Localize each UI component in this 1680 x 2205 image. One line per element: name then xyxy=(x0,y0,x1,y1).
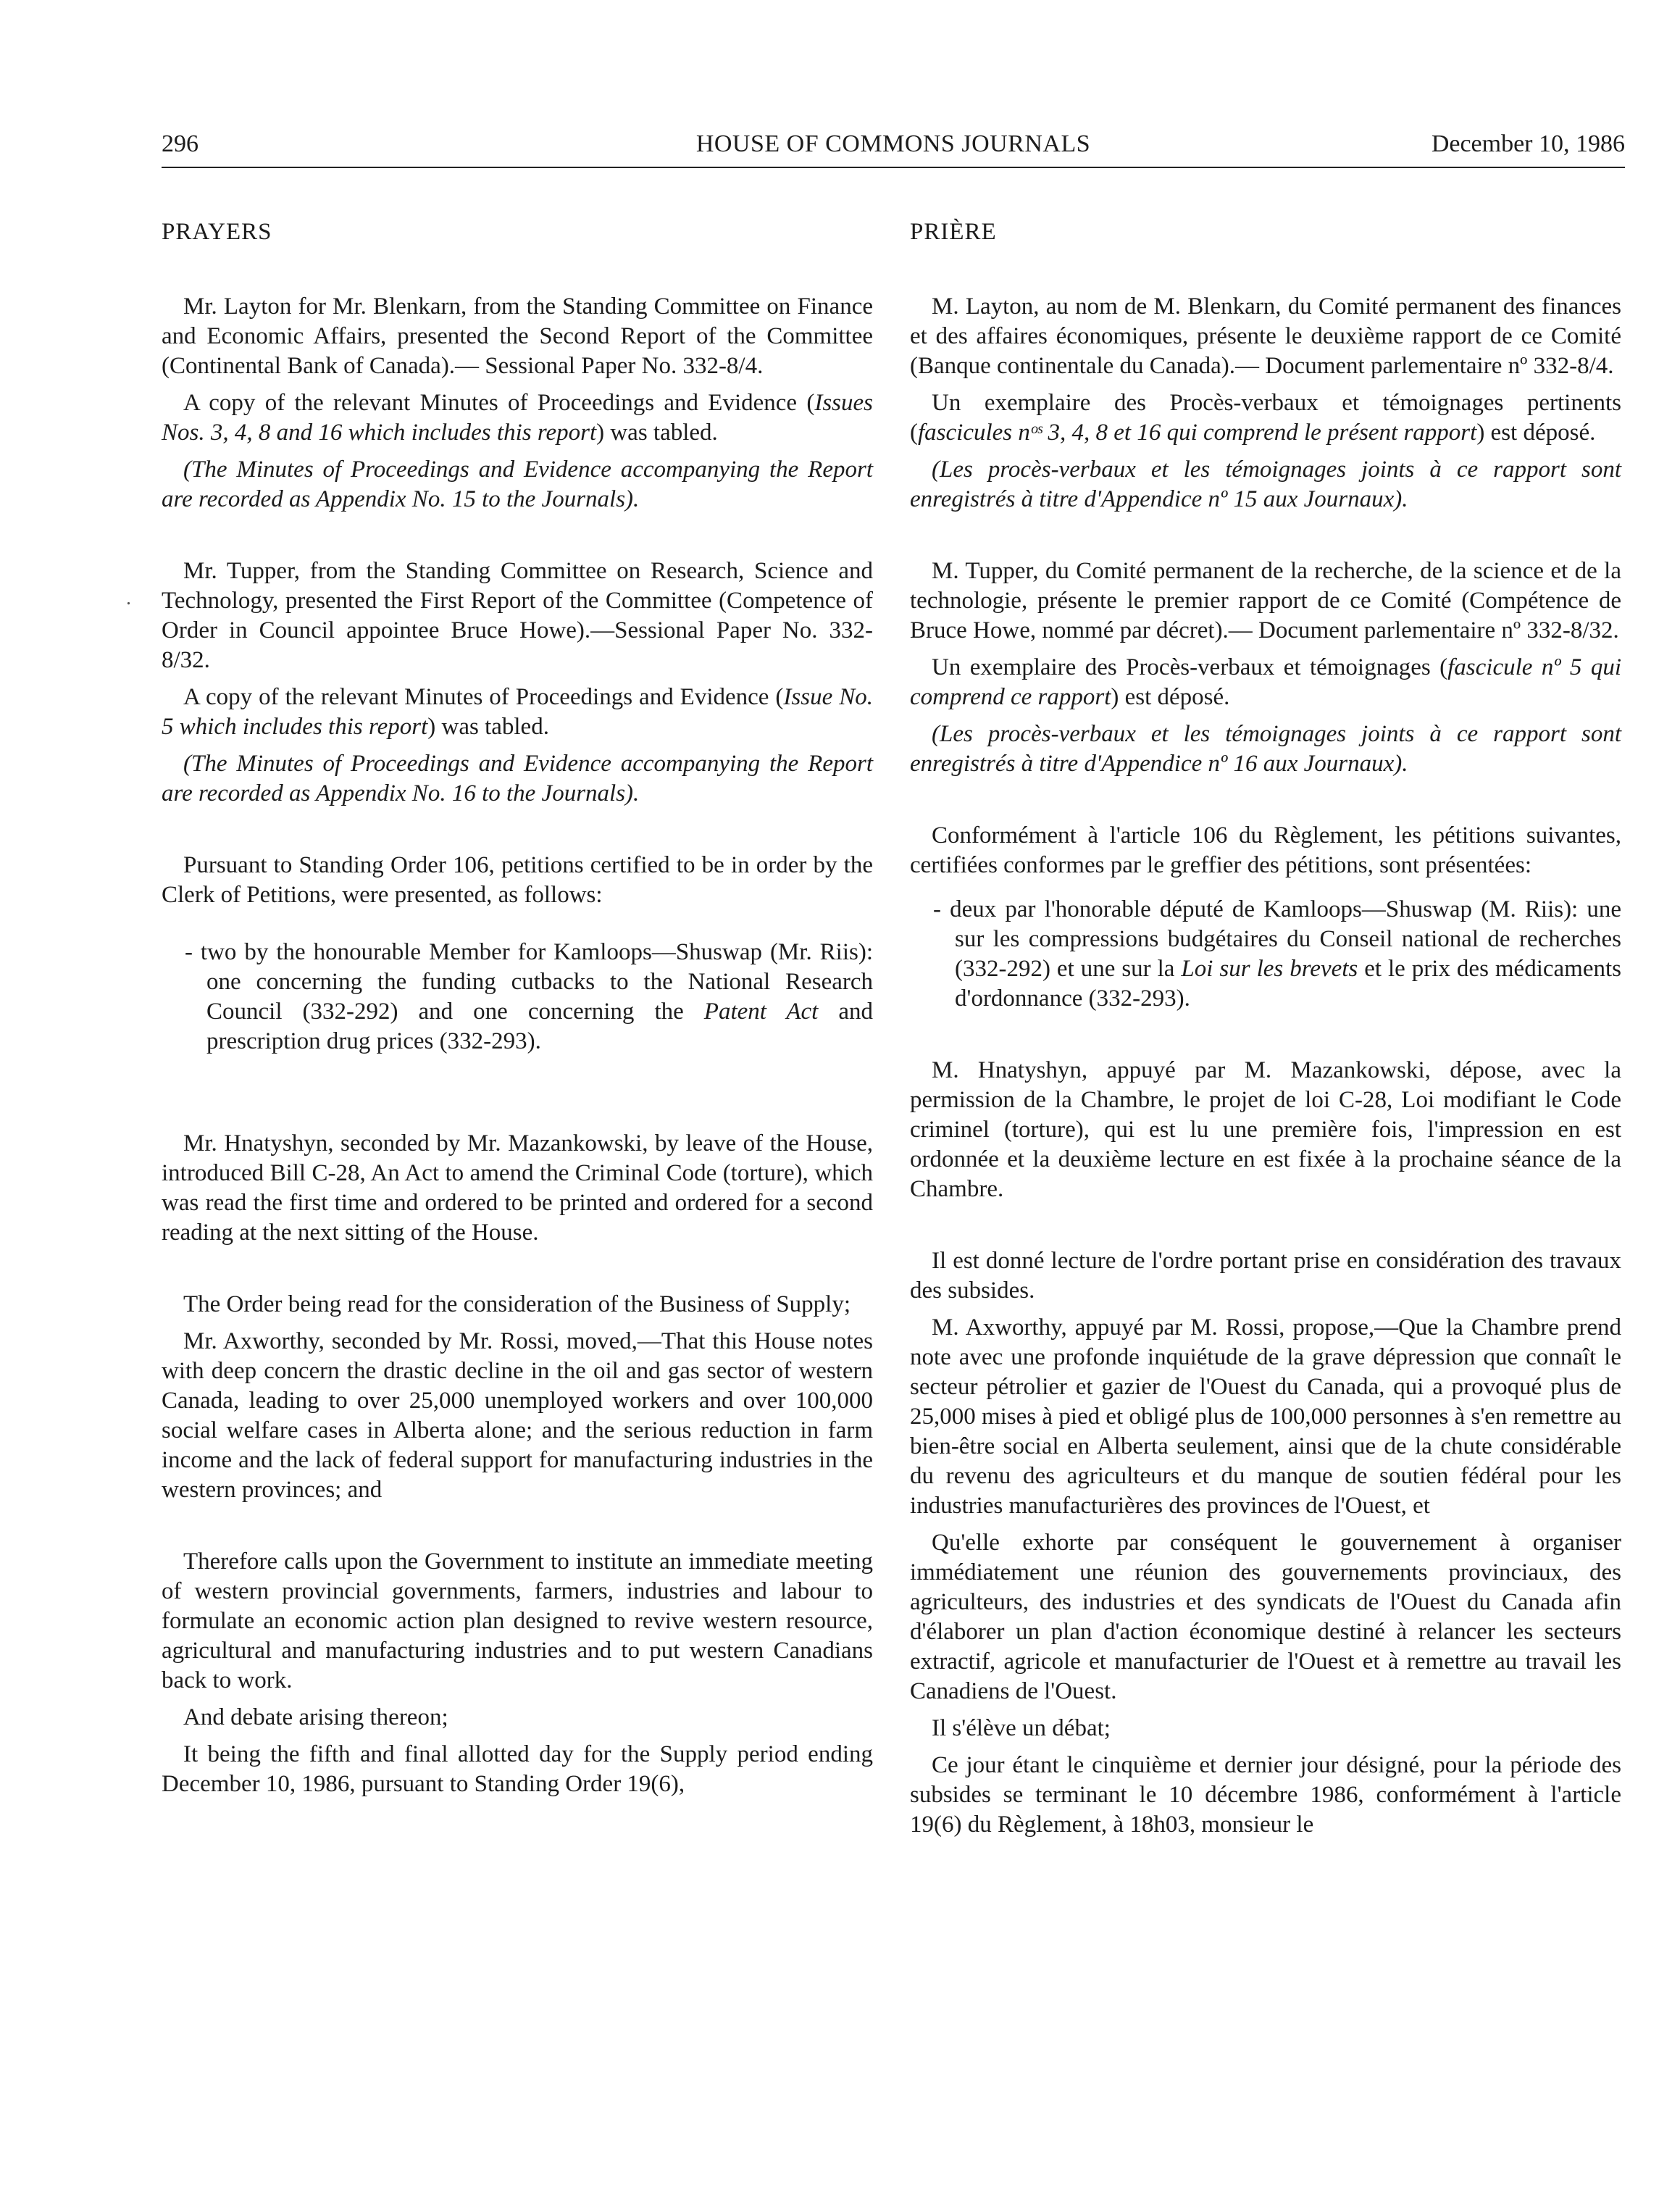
heading-priere: PRIÈRE xyxy=(910,219,997,245)
tupper-exemplaire-depose: Un exemplaire des Procès-verbaux et témoignages (fascicule nº 5 qui comprend ce rapport) est déposé. xyxy=(910,654,1621,710)
tupper-appendix-note: (The Minutes of Proceedings and Evidence accompanying the Report are recorded as Appendix No. 16 to the Journals). xyxy=(162,751,873,806)
page-date: December 10, 1986 xyxy=(1431,130,1625,157)
motion-therefore: Therefore calls upon the Government to institute an immediate meeting of western provincial governments, farmers, industries and labour to formulate an economic action plan designed to revive western resource, agricultural and manufacturing industries and to put western Canadians back to work. xyxy=(162,1548,873,1693)
layton-appendice-note: (Les procès-verbaux et les témoignages joints à ce rapport sont enregistrés à titre d'Appendice nº 15 aux Journaux). xyxy=(910,457,1621,512)
layton-rapport: M. Layton, au nom de M. Blenkarn, du Comité permanent des finances et des affaires économiques, présente le deuxième rapport de ce Comité (Banque continentale du Canada).— Document parlementaire nº 332-8/4. xyxy=(910,293,1621,379)
supply-order: The Order being read for the consideration of the Business of Supply; xyxy=(183,1291,851,1317)
debat: Il s'élève un débat; xyxy=(932,1715,1111,1741)
french-column xyxy=(910,217,1621,1840)
layton-report: Mr. Layton for Mr. Blenkarn, from the Standing Committee on Finance and Economic Affairs, presented the Second Report of the Committee (Continental Bank of Canada).— Sessional Paper No. 332-8/4. xyxy=(162,293,873,379)
tupper-rapport: M. Tupper, du Comité permanent de la recherche, de la science et de la technologie, présente le premier rapport de ce Comité (Compétence de Bruce Howe, nommé par décret).— Document parlementaire nº 332-8/32. xyxy=(910,558,1621,643)
tupper-copy-tabled: A copy of the relevant Minutes of Proceedings and Evidence (Issue No. 5 which includes this report) was tabled. xyxy=(162,684,873,740)
layton-exemplaire-depose: Un exemplaire des Procès-verbaux et témoignages pertinents (fascicules nᵒˢ 3, 4, 8 et 16 qui comprend le présent rapport) est déposé. xyxy=(910,390,1621,446)
debate-arising: And debate arising thereon; xyxy=(183,1704,448,1730)
petition-item: - two by the honourable Member for Kamloops—Shuswap (Mr. Riis): one concerning the funding cutbacks to the National Research Council (332-292) and one concerning the Patent Act and prescription drug prices (332-293). xyxy=(185,939,873,1054)
bill-c28-introduction: Mr. Hnatyshyn, seconded by Mr. Mazankowski, by leave of the House, introduced Bill C-28, An Act to amend the Criminal Code (torture), which was read the first time and ordered to be printed and ordered for a second reading at the next sitting of the House. xyxy=(162,1130,873,1246)
final-allotted-day: It being the fifth and final allotted day for the Supply period ending December 10, 1986, pursuant to Standing Order 19(6), xyxy=(162,1741,873,1797)
layton-appendix-note: (The Minutes of Proceedings and Evidence accompanying the Report are recorded as Appendix No. 15 to the Journals). xyxy=(162,457,873,512)
projet-loi-c28: M. Hnatyshyn, appuyé par M. Mazankowski, dépose, avec la permission de la Chambre, le projet de loi C-28, Loi modifiant le Code criminel (torture), qui est lu une première fois, l'impression en est ordonnée et la deuxième lecture en est fixée à la prochaine séance de la Chambre. xyxy=(910,1057,1621,1202)
motion-axworthy-fr: M. Axworthy, appuyé par M. Rossi, propose,—Que la Chambre prend note avec une profonde inquiétude de la grave dépression que connaît le secteur pétrolier et gazier de l'Ouest du Canada, qui a provoqué plus de 25,000 mises à pied et obligé plus de 100,000 personnes à s'en remettre au bien-être social en Alberta seulement, ainsi que de la chute considérable du revenu des agriculteurs et du manque de soutien fédéral pour les industries manufacturières des provinces de l'Ouest, et xyxy=(910,1314,1621,1519)
heading-prayers: PRAYERS xyxy=(162,219,272,245)
header-rule xyxy=(162,167,1625,168)
axworthy-motion: Mr. Axworthy, seconded by Mr. Rossi, moved,—That this House notes with deep concern the drastic decline in the oil and gas sector of western Canada, leading to over 25,000 unemployed workers and over 100,000 social welfare cases in Alberta alone; and the serious reduction in farm income and the lack of federal support for manufacturing industries in the western provinces; and xyxy=(162,1328,873,1503)
tupper-report: Mr. Tupper, from the Standing Committee on Research, Science and Technology, presented the First Report of the Committee (Competence of Order in Council appointee Bruce Howe).—Sessional Paper No. 332-8/32. xyxy=(162,558,873,673)
page-number: 296 xyxy=(162,130,198,157)
english-column xyxy=(162,217,873,1799)
ordre-subsides: Il est donné lecture de l'ordre portant prise en considération des travaux des subsides. xyxy=(910,1248,1621,1304)
dernier-jour-designe: Ce jour étant le cinquième et dernier jour désigné, pour la période des subsides se terminant le 10 décembre 1986, conformément à l'article 19(6) du Règlement, à 18h03, monsieur le xyxy=(910,1752,1621,1838)
petition-item-fr: - deux par l'honorable député de Kamloops—Shuswap (M. Riis): une sur les compressions budgétaires du Conseil national de recherches (332-292) et une sur la Loi sur les brevets et le prix des médicaments d'ordonnance (332-293). xyxy=(933,896,1621,1012)
layton-copy-tabled: A copy of the relevant Minutes of Proceedings and Evidence (Issues Nos. 3, 4, 8 and 16 which includes this report) was tabled. xyxy=(162,390,873,446)
petitions-intro-fr: Conformément à l'article 106 du Règlement, les pétitions suivantes, certifiées conformes par le greffier des pétitions, sont présentées: xyxy=(910,822,1621,878)
margin-mark: . xyxy=(126,587,131,609)
tupper-appendice-note: (Les procès-verbaux et les témoignages joints à ce rapport sont enregistrés à titre d'Appendice nº 16 aux Journaux). xyxy=(910,721,1621,777)
motion-exhorte: Qu'elle exhorte par conséquent le gouvernement à organiser immédiatement une réunion des gouvernements provinciaux, des agriculteurs, des industries et des syndicats de l'Ouest du Canada afin d'élaborer un plan d'action économique destiné à relancer les secteurs extractif, agricole et manufacturier de l'Ouest et à remettre au travail les Canadiens de l'Ouest. xyxy=(910,1530,1621,1704)
journal-title: HOUSE OF COMMONS JOURNALS xyxy=(695,130,1091,157)
petitions-intro: Pursuant to Standing Order 106, petitions certified to be in order by the Clerk of Petitions, were presented, as follows: xyxy=(162,852,873,908)
page-header xyxy=(162,130,1625,167)
